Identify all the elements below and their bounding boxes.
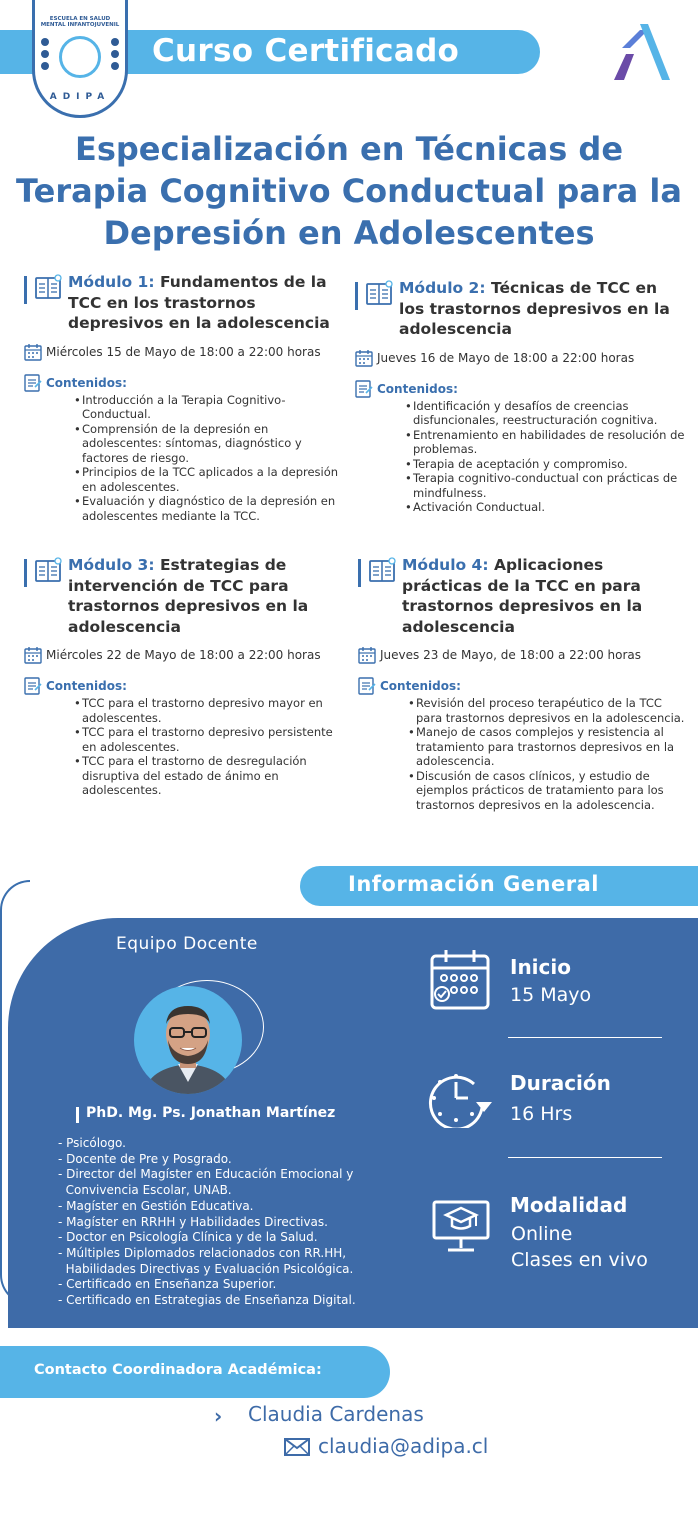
module-contents-list bbox=[82, 696, 346, 798]
logo-school-text: ESCUELA EN SALUD MENTAL INFANTOJUVENIL bbox=[40, 16, 120, 28]
module-title bbox=[402, 555, 688, 637]
module-bar bbox=[358, 559, 361, 587]
module-date-text: Jueves 16 de Mayo de 18:00 a 22:00 horas bbox=[377, 350, 635, 365]
module-1 bbox=[24, 272, 346, 523]
module-name: Técnicas de TCC en los trastornos depresivos en la adolescencia bbox=[399, 279, 670, 338]
list-item: • Terapia de aceptación y compromiso. bbox=[413, 457, 685, 472]
list-item: • TCC para el trastorno depresivo mayor en adolescentes. bbox=[82, 696, 346, 725]
contents-icon bbox=[358, 677, 376, 695]
calendar-icon bbox=[428, 948, 492, 1012]
mode-label: Modalidad bbox=[510, 1193, 628, 1217]
module-date bbox=[358, 646, 688, 664]
module-contents-header bbox=[24, 374, 346, 392]
list-item: • Entrenamiento en habilidades de resolución de problemas. bbox=[413, 428, 685, 457]
module-contents-list bbox=[416, 696, 688, 812]
module-name: Aplicaciones prácticas de la TCC en para trastornos depresivos en la adolescencia bbox=[402, 556, 643, 636]
online-class-icon bbox=[432, 1196, 490, 1254]
clock-icon bbox=[426, 1068, 492, 1128]
duration-label: Duración bbox=[510, 1071, 611, 1095]
book-icon bbox=[365, 280, 393, 306]
teacher-photo bbox=[134, 986, 242, 1094]
contents-label: Contenidos: bbox=[46, 375, 127, 390]
module-heading bbox=[358, 555, 688, 637]
list-item: - Certificado en Enseñanza Superior. bbox=[58, 1277, 277, 1292]
calendar-small-icon bbox=[24, 343, 42, 361]
module-title bbox=[68, 272, 346, 334]
list-item: • Manejo de casos complejos y resistencia al tratamiento para trastornos depresivos en la adolescencia. bbox=[416, 725, 688, 769]
module-date-text: Jueves 23 de Mayo, de 18:00 a 22:00 horas bbox=[380, 648, 642, 662]
module-title bbox=[68, 555, 346, 637]
contact-name: Claudia Cardenas bbox=[248, 1402, 424, 1426]
contents-label: Contenidos: bbox=[377, 381, 458, 396]
module-4 bbox=[358, 555, 688, 812]
banner-title: Curso Certificado bbox=[152, 33, 460, 69]
module-date bbox=[24, 646, 346, 664]
list-item: • Terapia cognitivo-conductual con prácticas de mindfulness. bbox=[413, 471, 685, 500]
calendar-small-icon bbox=[355, 349, 373, 367]
module-date-text: Miércoles 22 de Mayo de 18:00 a 22:00 horas bbox=[46, 648, 321, 662]
list-item: • Principios de la TCC aplicados a la depresión en adolescentes. bbox=[82, 465, 346, 494]
contact-email-link[interactable]: claudia@adipa.cl bbox=[318, 1434, 489, 1458]
module-heading bbox=[24, 555, 346, 637]
contact-label: Contacto Coordinadora Académica: bbox=[34, 1362, 322, 1378]
list-item: - Director del Magíster en Educación Emocional y bbox=[58, 1167, 354, 1182]
module-name: Estrategias de intervención de TCC para trastornos depresivos en la adolescencia bbox=[68, 556, 309, 636]
list-item: - Certificado en Estrategias de Enseñanza Digital. bbox=[58, 1293, 356, 1308]
module-2 bbox=[355, 278, 685, 515]
list-item: - Psicólogo. bbox=[58, 1136, 126, 1150]
list-item: - Docente de Pre y Posgrado. bbox=[58, 1151, 232, 1166]
logo-people-icon bbox=[59, 36, 101, 78]
book-icon bbox=[34, 274, 62, 300]
logo-name: ADIPA bbox=[49, 92, 111, 102]
contents-label: Contenidos: bbox=[46, 679, 127, 693]
list-item: • TCC para el trastorno depresivo persistente en adolescentes. bbox=[82, 725, 346, 754]
list-item: • Evaluación y diagnóstico de la depresión en adolescentes mediante la TCC. bbox=[82, 494, 346, 523]
list-item: • Discusión de casos clínicos, y estudio de ejemplos prácticos de tratamiento para los trastornos depresivos en la adolescencia. bbox=[416, 769, 688, 813]
list-item: • Comprensión de la depresión en adolescentes: síntomas, diagnóstico y factores de riesgo. bbox=[82, 422, 346, 466]
contents-icon bbox=[24, 677, 42, 695]
module-contents-list bbox=[82, 393, 346, 524]
teacher-cv-list bbox=[58, 1136, 356, 1309]
module-date bbox=[24, 343, 346, 361]
start-value: 15 Mayo bbox=[510, 984, 592, 1006]
course-title: Especialización en Técnicas de Terapia Cognitivo Conductual para la Depresión en Adolescentes bbox=[16, 130, 682, 252]
book-icon bbox=[368, 557, 396, 583]
module-date bbox=[355, 349, 685, 367]
module-contents-list bbox=[413, 399, 685, 515]
calendar-small-icon bbox=[358, 646, 376, 664]
module-number: Módulo 4: bbox=[402, 556, 489, 574]
list-item: - Magíster en Gestión Educativa. bbox=[58, 1198, 254, 1213]
module-bar bbox=[24, 276, 27, 304]
list-item: - Doctor en Psicología Clínica y de la Salud. bbox=[58, 1230, 318, 1245]
logo-dots-left bbox=[41, 38, 51, 70]
list-item: • Activación Conductual. bbox=[413, 500, 685, 515]
list-item: • Revisión del proceso terapéutico de la TCC para trastornos depresivos en la adolescencia. bbox=[416, 696, 688, 725]
list-item: - Múltiples Diplomados relacionados con RR.HH, bbox=[58, 1245, 347, 1260]
contents-icon bbox=[24, 374, 42, 392]
list-item: Habilidades Directivas y Evaluación Psicológica. bbox=[58, 1261, 354, 1276]
calendar-small-icon bbox=[24, 646, 42, 664]
module-title bbox=[399, 278, 685, 340]
module-number: Módulo 1: bbox=[68, 273, 155, 291]
list-item: • Introducción a la Terapia Cognitivo-Conductual. bbox=[82, 393, 346, 422]
list-item: Convivencia Escolar, UNAB. bbox=[58, 1183, 232, 1198]
module-3 bbox=[24, 555, 346, 798]
info-separator-1 bbox=[508, 1037, 662, 1038]
mode-value-online: Online bbox=[511, 1223, 573, 1245]
module-date-text: Miércoles 15 de Mayo de 18:00 a 22:00 horas bbox=[46, 344, 321, 359]
module-name: Fundamentos de la TCC en los trastornos depresivos en la adolescencia bbox=[68, 273, 330, 332]
book-icon bbox=[34, 557, 62, 583]
info-separator-2 bbox=[508, 1157, 662, 1158]
list-item: • Identificación y desafíos de creencias disfuncionales, reestructuración cognitiva. bbox=[413, 399, 685, 428]
module-heading bbox=[24, 272, 346, 334]
module-contents-header bbox=[358, 677, 688, 695]
list-item: - Magíster en RRHH y Habilidades Directivas. bbox=[58, 1214, 328, 1229]
adipa-logo bbox=[32, 0, 128, 118]
duration-value: 16 Hrs bbox=[510, 1103, 573, 1125]
list-item: • TCC para el trastorno de desregulación disruptiva del estado de ánimo en adolescentes. bbox=[82, 754, 346, 798]
module-heading bbox=[355, 278, 685, 340]
mail-icon bbox=[284, 1438, 310, 1456]
module-contents-header bbox=[355, 380, 685, 398]
info-tab-title: Información General bbox=[348, 872, 599, 896]
logo-dots-right bbox=[111, 38, 121, 70]
contents-label: Contenidos: bbox=[380, 679, 461, 693]
contents-icon bbox=[355, 380, 373, 398]
teacher-name: PhD. Mg. Ps. Jonathan Martínez bbox=[86, 1105, 336, 1121]
adipa-brand-mark-icon bbox=[612, 22, 672, 82]
module-number: Módulo 2: bbox=[399, 279, 486, 297]
chevron-right-icon: › bbox=[214, 1404, 223, 1428]
start-label: Inicio bbox=[510, 955, 571, 979]
teacher-name-bar bbox=[76, 1107, 79, 1123]
mode-value-live: Clases en vivo bbox=[511, 1249, 648, 1271]
module-number: Módulo 3: bbox=[68, 556, 155, 574]
team-title: Equipo Docente bbox=[116, 934, 258, 954]
module-bar bbox=[355, 282, 358, 310]
module-contents-header bbox=[24, 677, 346, 695]
module-bar bbox=[24, 559, 27, 587]
